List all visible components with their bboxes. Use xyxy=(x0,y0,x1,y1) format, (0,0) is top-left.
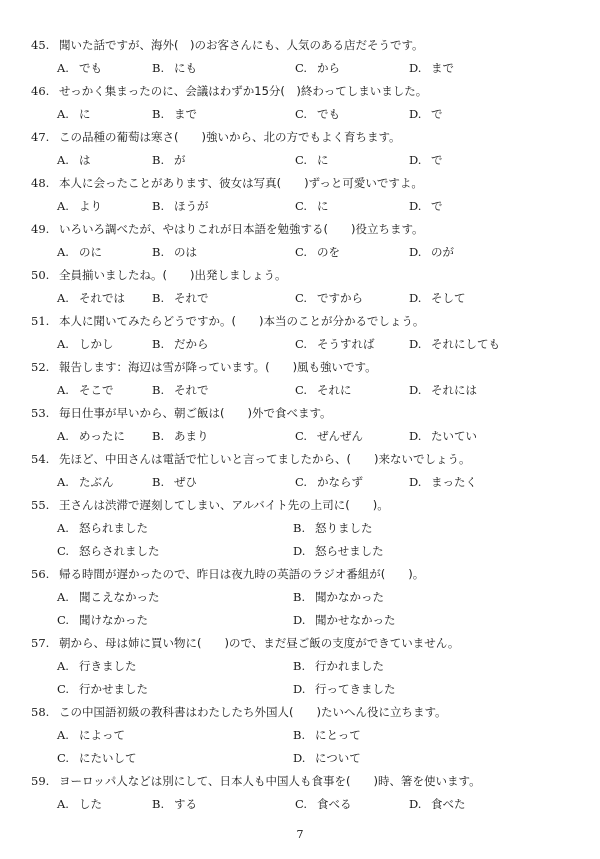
answer-option xyxy=(57,290,125,306)
option-letter: D. xyxy=(409,61,422,75)
question-56 xyxy=(31,566,591,582)
answer-option xyxy=(409,382,477,398)
options-row xyxy=(57,198,577,214)
option-text: で xyxy=(431,153,443,167)
question-number: 45. xyxy=(31,38,50,52)
option-letter: C. xyxy=(57,751,70,765)
answer-option xyxy=(57,727,125,743)
option-text: する xyxy=(174,797,197,811)
option-text: より xyxy=(79,199,102,213)
answer-option xyxy=(57,106,91,122)
answer-option xyxy=(293,681,396,697)
option-text: にとって xyxy=(315,728,361,742)
option-text: たぶん xyxy=(79,475,114,489)
option-text: のに xyxy=(79,245,102,259)
option-letter: A. xyxy=(57,107,69,121)
answer-option xyxy=(57,428,125,444)
option-letter: A. xyxy=(57,728,69,742)
option-text: そこで xyxy=(79,383,114,397)
option-text: そして xyxy=(431,291,466,305)
question-text: 帰る時間が遅かったので、昨日は夜九時の英語のラジオ番組が( )。 xyxy=(59,567,425,581)
option-text: のを xyxy=(317,245,340,259)
option-text: たいてい xyxy=(431,429,477,443)
option-text: かならず xyxy=(317,475,363,489)
options-row xyxy=(57,336,577,352)
question-text: せっかく集まったのに、会議はわずか15分( )終わってしまいました。 xyxy=(59,84,428,98)
answer-option xyxy=(409,474,477,490)
question-46 xyxy=(31,83,591,99)
option-text: まったく xyxy=(431,475,477,489)
question-52 xyxy=(31,359,591,375)
option-letter: C. xyxy=(295,337,308,351)
option-letter: C. xyxy=(295,475,308,489)
option-text: に xyxy=(317,199,329,213)
option-text: にも xyxy=(174,61,197,75)
options-row xyxy=(57,681,577,697)
answer-option xyxy=(57,382,114,398)
answer-option xyxy=(57,474,114,490)
option-letter: B. xyxy=(152,337,165,351)
option-letter: C. xyxy=(295,797,308,811)
option-letter: C. xyxy=(295,107,308,121)
answer-option xyxy=(295,336,375,352)
answer-option xyxy=(152,428,209,444)
answer-option xyxy=(295,382,352,398)
option-letter: D. xyxy=(409,429,422,443)
option-text: ですから xyxy=(317,291,363,305)
option-letter: D. xyxy=(293,682,306,696)
option-text: 食べた xyxy=(431,797,466,811)
option-text: から xyxy=(317,61,340,75)
answer-option xyxy=(295,244,340,260)
option-letter: D. xyxy=(409,337,422,351)
option-text: が xyxy=(174,153,186,167)
option-letter: C. xyxy=(295,199,308,213)
answer-option xyxy=(293,543,384,559)
option-text: 聞けなかった xyxy=(79,613,148,627)
option-text: 行かせました xyxy=(79,682,148,696)
option-text: だから xyxy=(174,337,209,351)
answer-option xyxy=(293,520,373,536)
options-row xyxy=(57,290,577,306)
options-row xyxy=(57,612,577,628)
options-row xyxy=(57,750,577,766)
answer-option xyxy=(57,612,148,628)
option-letter: D. xyxy=(409,383,422,397)
question-number: 52. xyxy=(31,360,50,374)
answer-option xyxy=(409,244,454,260)
option-letter: C. xyxy=(295,429,308,443)
option-letter: B. xyxy=(152,475,165,489)
answer-option xyxy=(409,106,443,122)
answer-option xyxy=(57,589,160,605)
option-letter: D. xyxy=(409,107,422,121)
answer-option xyxy=(293,658,384,674)
option-letter: A. xyxy=(57,429,69,443)
option-letter: C. xyxy=(57,613,70,627)
option-text: ぜひ xyxy=(174,475,197,489)
option-letter: B. xyxy=(152,291,165,305)
answer-option xyxy=(57,520,148,536)
question-text: この中国語初級の教科書はわたしたち外国人( )たいへん役に立ちます。 xyxy=(59,705,447,719)
option-text: 聞かせなかった xyxy=(315,613,396,627)
option-text: 行かれました xyxy=(315,659,384,673)
option-letter: B. xyxy=(152,245,165,259)
options-row xyxy=(57,106,577,122)
option-letter: D. xyxy=(409,245,422,259)
option-letter: B. xyxy=(152,429,165,443)
answer-option xyxy=(293,612,396,628)
answer-option xyxy=(409,152,443,168)
question-53 xyxy=(31,405,591,421)
option-text: によって xyxy=(79,728,125,742)
option-letter: A. xyxy=(57,61,69,75)
answer-option xyxy=(57,796,102,812)
option-text: それには xyxy=(431,383,477,397)
answer-option xyxy=(57,198,102,214)
question-47 xyxy=(31,129,591,145)
option-text: 行ってきました xyxy=(315,682,396,696)
answer-option xyxy=(295,474,363,490)
question-text: ヨーロッパ人などは別にして、日本人も中国人も食事を( )時、箸を使います。 xyxy=(59,774,481,788)
option-text: 怒らせました xyxy=(315,544,384,558)
option-letter: B. xyxy=(293,728,306,742)
question-number: 48. xyxy=(31,176,50,190)
answer-option xyxy=(57,543,160,559)
question-55 xyxy=(31,497,591,513)
question-text: 先ほど、中田さんは電話で忙しいと言ってましたから、( )来ないでしょう。 xyxy=(59,452,471,466)
question-number: 47. xyxy=(31,130,50,144)
option-text: で xyxy=(431,107,443,121)
option-text: でも xyxy=(317,107,340,121)
question-54 xyxy=(31,451,591,467)
option-text: それでは xyxy=(79,291,125,305)
option-letter: C. xyxy=(295,61,308,75)
option-text: で xyxy=(431,199,443,213)
option-letter: C. xyxy=(57,682,70,696)
question-45 xyxy=(31,37,591,53)
option-text: それで xyxy=(174,383,209,397)
answer-option xyxy=(57,60,102,76)
question-49 xyxy=(31,221,591,237)
answer-option xyxy=(295,106,340,122)
answer-option xyxy=(409,796,466,812)
answer-option xyxy=(152,198,209,214)
question-number: 49. xyxy=(31,222,50,236)
option-letter: B. xyxy=(152,107,165,121)
question-number: 53. xyxy=(31,406,50,420)
option-text: 聞こえなかった xyxy=(79,590,160,604)
answer-option xyxy=(152,244,197,260)
option-text: まで xyxy=(431,61,454,75)
answer-option xyxy=(409,428,477,444)
option-letter: B. xyxy=(293,590,306,604)
option-text: 怒りました xyxy=(315,521,373,535)
option-letter: A. xyxy=(57,153,69,167)
answer-option xyxy=(152,382,209,398)
option-text: にたいして xyxy=(79,751,137,765)
page-number: 7 xyxy=(296,828,304,841)
options-row xyxy=(57,428,577,444)
question-50 xyxy=(31,267,591,283)
option-letter: A. xyxy=(57,521,69,535)
options-row xyxy=(57,727,577,743)
question-text: 本人に聞いてみたらどうですか。( )本当のことが分かるでしょう。 xyxy=(59,314,425,328)
answer-option xyxy=(293,750,361,766)
option-letter: A. xyxy=(57,199,69,213)
question-number: 46. xyxy=(31,84,50,98)
question-text: いろいろ調べたが、やはりこれが日本語を勉強する( )役立ちます。 xyxy=(59,222,424,236)
options-row xyxy=(57,152,577,168)
option-text: 行きました xyxy=(79,659,137,673)
option-text: でも xyxy=(79,61,102,75)
option-letter: B. xyxy=(293,659,306,673)
answer-option xyxy=(293,589,384,605)
option-text: について xyxy=(315,751,361,765)
answer-option xyxy=(295,796,352,812)
answer-option xyxy=(57,681,148,697)
question-51 xyxy=(31,313,591,329)
answer-option xyxy=(57,336,114,352)
option-letter: A. xyxy=(57,659,69,673)
option-letter: C. xyxy=(295,291,308,305)
option-letter: A. xyxy=(57,475,69,489)
option-letter: A. xyxy=(57,245,69,259)
option-text: めったに xyxy=(79,429,125,443)
option-letter: B. xyxy=(152,153,165,167)
question-text: 朝から、母は姉に買い物に( )ので、まだ昼ご飯の支度ができていません。 xyxy=(59,636,460,650)
question-59 xyxy=(31,773,591,789)
question-48 xyxy=(31,175,591,191)
question-text: 王さんは渋滞で遅刻してしまい、アルバイト先の上司に( )。 xyxy=(59,498,389,512)
answer-option xyxy=(152,152,186,168)
options-row xyxy=(57,543,577,559)
answer-option xyxy=(295,152,329,168)
question-text: 毎日仕事が早いから、朝ご飯は( )外で食べます。 xyxy=(59,406,332,420)
options-row xyxy=(57,60,577,76)
options-row xyxy=(57,474,577,490)
option-letter: D. xyxy=(409,199,422,213)
question-number: 58. xyxy=(31,705,50,719)
answer-option xyxy=(57,152,91,168)
question-number: 54. xyxy=(31,452,50,466)
option-text: それにしても xyxy=(431,337,500,351)
question-text: 聞いた話ですが、海外( )のお客さんにも、人気のある店だそうです。 xyxy=(59,38,424,52)
option-letter: C. xyxy=(295,245,308,259)
option-letter: C. xyxy=(57,544,70,558)
option-letter: A. xyxy=(57,337,69,351)
option-letter: D. xyxy=(409,475,422,489)
question-text: 本人に会ったことがあります、彼女は写真( )ずっと可愛いですよ。 xyxy=(59,176,423,190)
option-text: 怒られました xyxy=(79,521,148,535)
question-text: この品種の葡萄は寒さ( )強いから、北の方でもよく育ちます。 xyxy=(59,130,401,144)
answer-option xyxy=(295,60,340,76)
answer-option xyxy=(295,198,329,214)
option-text: のは xyxy=(174,245,197,259)
option-text: それに xyxy=(317,383,352,397)
option-text: した xyxy=(79,797,102,811)
option-text: に xyxy=(79,107,91,121)
question-58 xyxy=(31,704,591,720)
answer-option xyxy=(293,727,361,743)
option-text: ぜんぜん xyxy=(317,429,363,443)
option-letter: B. xyxy=(152,383,165,397)
question-number: 59. xyxy=(31,774,50,788)
answer-option xyxy=(295,428,363,444)
option-letter: C. xyxy=(295,153,308,167)
option-text: は xyxy=(79,153,91,167)
option-letter: B. xyxy=(152,199,165,213)
option-text: 聞かなかった xyxy=(315,590,384,604)
answer-option xyxy=(409,198,443,214)
answer-option xyxy=(409,290,466,306)
option-letter: A. xyxy=(57,291,69,305)
question-number: 51. xyxy=(31,314,50,328)
options-row xyxy=(57,589,577,605)
option-text: しかし xyxy=(79,337,114,351)
answer-option xyxy=(152,474,197,490)
option-letter: B. xyxy=(152,797,165,811)
option-text: それで xyxy=(174,291,209,305)
option-letter: A. xyxy=(57,383,69,397)
answer-option xyxy=(152,290,209,306)
option-letter: D. xyxy=(409,797,422,811)
option-letter: B. xyxy=(293,521,306,535)
question-number: 56. xyxy=(31,567,50,581)
option-letter: D. xyxy=(293,613,306,627)
answer-option xyxy=(152,796,197,812)
answer-option xyxy=(152,106,197,122)
options-row xyxy=(57,520,577,536)
answer-option xyxy=(152,60,197,76)
option-letter: A. xyxy=(57,797,69,811)
option-letter: D. xyxy=(293,544,306,558)
option-letter: B. xyxy=(152,61,165,75)
option-letter: D. xyxy=(409,153,422,167)
question-text: 報告します：海辺は雪が降っています。( )風も強いです。 xyxy=(59,360,377,374)
option-text: まで xyxy=(174,107,197,121)
question-57 xyxy=(31,635,591,651)
option-text: のが xyxy=(431,245,454,259)
options-row xyxy=(57,796,577,812)
answer-option xyxy=(57,750,137,766)
option-letter: C. xyxy=(295,383,308,397)
options-row xyxy=(57,244,577,260)
option-letter: D. xyxy=(293,751,306,765)
options-row xyxy=(57,382,577,398)
answer-option xyxy=(295,290,363,306)
answer-option xyxy=(409,336,500,352)
option-text: 怒らされました xyxy=(79,544,160,558)
answer-option xyxy=(409,60,454,76)
option-text: あまり xyxy=(174,429,209,443)
options-row xyxy=(57,658,577,674)
question-number: 55. xyxy=(31,498,50,512)
answer-option xyxy=(152,336,209,352)
question-text: 全員揃いましたね。( )出発しましょう。 xyxy=(59,268,287,282)
option-text: そうすれば xyxy=(317,337,375,351)
option-text: に xyxy=(317,153,329,167)
option-text: ほうが xyxy=(174,199,209,213)
question-number: 50. xyxy=(31,268,50,282)
option-letter: D. xyxy=(409,291,422,305)
option-letter: A. xyxy=(57,590,69,604)
answer-option xyxy=(57,244,102,260)
option-text: 食べる xyxy=(317,797,352,811)
question-number: 57. xyxy=(31,636,50,650)
answer-option xyxy=(57,658,137,674)
